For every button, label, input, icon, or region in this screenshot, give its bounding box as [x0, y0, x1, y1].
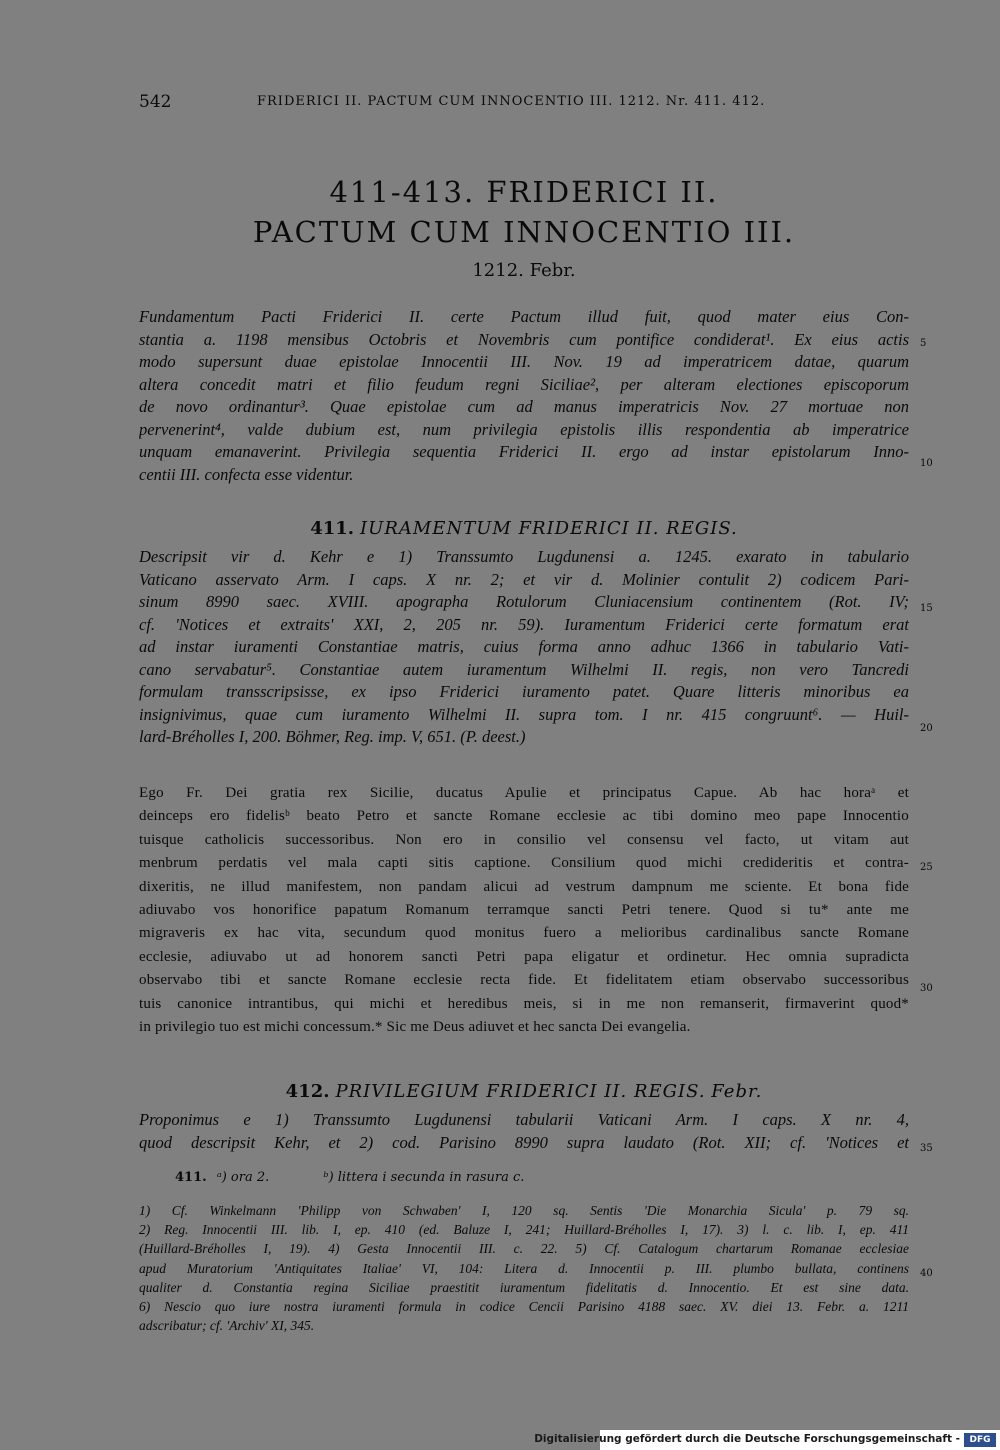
text-line: Descripsit vir d. Kehr e 1) Transsumto Lugdunensi a. 1245. exarato in tabulario: [139, 547, 909, 566]
footnote-line: apud Muratorium 'Antiquitates Italiae' VI, 104: Litera d. Innocentii p. III. plumbo bullata, continens: [139, 1260, 909, 1276]
footnote-line: qualiter d. Constantia regina Siciliae praestitit iuramentum fidelitatis d. Innocentio. Et est sine data.: [139, 1279, 909, 1295]
footnotes: [139, 1201, 909, 1335]
section-412-heading: [139, 1081, 909, 1102]
dfg-logo: DFG: [964, 1433, 996, 1447]
text-line: menbrum perdatis vel mala capti sitis captione. Consilium quod michi credideritis et contra-: [139, 855, 909, 872]
text-line: cf. 'Notices et extraits' XXI, 2, 205 nr. 59). Iuramentum Friderici certe formatum erat: [139, 614, 909, 634]
text-line: Fundamentum Pacti Friderici II. certe Pactum illud fuit, quod mater eius Con-: [139, 307, 909, 326]
text-line: unquam emanaverint. Privilegia sequentia Friderici II. ergo ad instar epistolarum Inno-: [139, 442, 909, 461]
line-number: 5: [920, 338, 927, 349]
text-line: tuis canonice intrantibus, qui michi et heredibus meis, si in me non remanserit, firmaverint quod*: [139, 995, 909, 1012]
line-number: 40: [920, 1268, 933, 1279]
text-line: modo supersunt duae epistolae Innocentii III. Nov. 19 ad imperatricem datae, quarum: [139, 352, 909, 371]
title-date: 1212. Febr.: [472, 260, 576, 281]
running-title: FRIDERICI II. PACTUM CUM INNOCENTIO III. 1212. Nr. 411. 412.: [257, 94, 766, 109]
variant-b: ᵇ) littera i secunda in rasura c.: [323, 1170, 525, 1185]
section-title: PRIVILEGIUM FRIDERICI II. REGIS.: [335, 1081, 706, 1102]
text-line: Proponimus e 1) Transsumto Lugdunensi tabularii Vaticani Arm. I caps. X nr. 4,: [139, 1110, 909, 1129]
text-line: ecclesie, adiuvabo ut ad honorem sancti Petri papa eligatur et ordinetur. Hec omnia supradicta: [139, 948, 909, 965]
text-line: centii III. confecta esse videntur.: [139, 464, 354, 484]
text-line: Ego Fr. Dei gratia rex Sicilie, ducatus Apulie et principatus Capue. Ab hac horaᵃ et: [139, 785, 909, 801]
footnote-line: 2) Reg. Innocentii III. lib. I, ep. 410 (ed. Baluze I, 241; Huillard-Bréholles I, 17). 3) l. c. lib. I, ep. 411: [139, 1222, 909, 1238]
section-411-description: [139, 546, 909, 749]
variant-readings: [175, 1170, 524, 1185]
text-line: insignivimus, quae cum iuramento Wilhelmi II. supra tom. I nr. 415 congruunt⁶. — Huil-: [139, 704, 909, 724]
text-line: deinceps ero fidelisᵇ beato Petro et sancte Romane ecclesie ac tibi domino meo pape Innocentio: [139, 808, 909, 825]
text-line: observabo tibi et sancte Romane ecclesie recta fide. Et fidelitatem etiam observabo successoribus: [139, 972, 909, 989]
section-number: 412.: [285, 1081, 330, 1102]
main-title-line-1: 411-413. FRIDERICI II.: [329, 175, 719, 209]
page-number: 542: [139, 92, 172, 112]
section-number: 411.: [310, 518, 355, 539]
text-line: adiuvabo vos honorifice papatum Romanum terramque sancti Petri tenere. Quod si tu* ante me: [139, 901, 909, 918]
text-line: quod descripsit Kehr, et 2) cod. Parisino 8990 supra laudato (Rot. XII; cf. 'Notices et: [139, 1132, 909, 1152]
text-line: in privilegio tuo est michi concessum.* Sic me Deus adiuvet et hec sancta Dei evangelia.: [139, 1018, 691, 1035]
text-line: lard-Bréholles I, 200. Böhmer, Reg. imp. V, 651. (P. deest.): [139, 727, 526, 746]
text-line: Vaticano asservato Arm. I caps. X nr. 2; et vir d. Molinier contulit 2) codicem Pari-: [139, 569, 909, 589]
line-number: 15: [920, 603, 933, 614]
footnote-line: (Huillard-Bréholles I, 19). 4) Gesta Innocentii III. c. 22. 5) Cf. Catalogum chartarum Romanae ecclesiae: [139, 1241, 909, 1257]
footnote-line: adscribatur; cf. 'Archiv' XI, 345.: [139, 1318, 315, 1334]
line-number: 25: [920, 862, 933, 873]
intro-paragraph: [139, 306, 909, 486]
text-line: ad instar iuramenti Constantiae matris, cuius forma anno adhuc 1366 in tabulario Vati-: [139, 637, 909, 656]
text-line: pervenerint⁴, valde dubium est, num privilegia epistolis illis respondentia ab imperatrice: [139, 419, 909, 439]
text-line: altera concedit matri et filio feudum regni Siciliae², per alteram electiones episcoporum: [139, 374, 909, 394]
footer-credit: Digitalisierung gefördert durch die Deutsche Forschungsgemeinschaft -: [534, 1433, 960, 1445]
section-date: Febr.: [711, 1081, 763, 1102]
running-head: [139, 92, 909, 114]
line-number: 30: [920, 983, 933, 994]
section-412-description: [139, 1109, 909, 1154]
footnote-line: 6) Nescio quo iure nostra iuramenti formula in codice Cencii Parisino 4188 saec. XV. diei 13. Febr. a. 1211: [139, 1298, 909, 1314]
main-title-line-2: PACTUM CUM INNOCENTIO III.: [252, 215, 796, 249]
section-title: IURAMENTUM FRIDERICI II. REGIS.: [360, 518, 738, 539]
text-line: tuisque catholicis successoribus. Non ero in consilio vel consensu vel facto, ut vitam aut: [139, 831, 909, 848]
oath-text: [139, 782, 909, 1039]
section-411-heading: [139, 518, 909, 539]
text-line: stantia a. 1198 mensibus Octobris et Novembris cum pontifice condiderat¹. Ex eius actis: [139, 329, 909, 349]
text-line: de novo ordinantur³. Quae epistolae cum ad manus imperatricis Nov. 27 mortuae non: [139, 397, 909, 416]
text-line: cano servabatur⁵. Constantiae autem iuramentum Wilhelmi II. regis, non vero Tancredi: [139, 659, 909, 679]
line-number: 35: [920, 1143, 933, 1154]
text-line: formulam transscripsisse, ex ipso Friderici iuramento patet. Quare litteris minoribus ea: [139, 682, 909, 701]
line-number: 10: [920, 458, 933, 469]
variant-a: ᵃ) ora 2.: [216, 1170, 270, 1185]
text-line: dixeritis, ne illud manifestem, non pandam alicui ad vestrum dampnum me sciente. Et bona fide: [139, 878, 909, 895]
digitization-footer: [534, 1430, 1000, 1450]
line-number: 20: [920, 723, 933, 734]
text-line: sinum 8990 saec. XVIII. apographa Rotulorum Cluniacensium continentem (Rot. IV;: [139, 592, 909, 611]
variant-label: 411.: [175, 1170, 207, 1185]
margin-line-numbers: [920, 0, 950, 1450]
footnote-line: 1) Cf. Winkelmann 'Philipp von Schwaben' I, 120 sq. Sentis 'Die Monarchia Sicula' p. 79 sq.: [139, 1203, 909, 1218]
text-line: migraveris ex hac vita, secundum quod monitus fuero a melioribus cardinalibus sancte Romane: [139, 925, 909, 942]
